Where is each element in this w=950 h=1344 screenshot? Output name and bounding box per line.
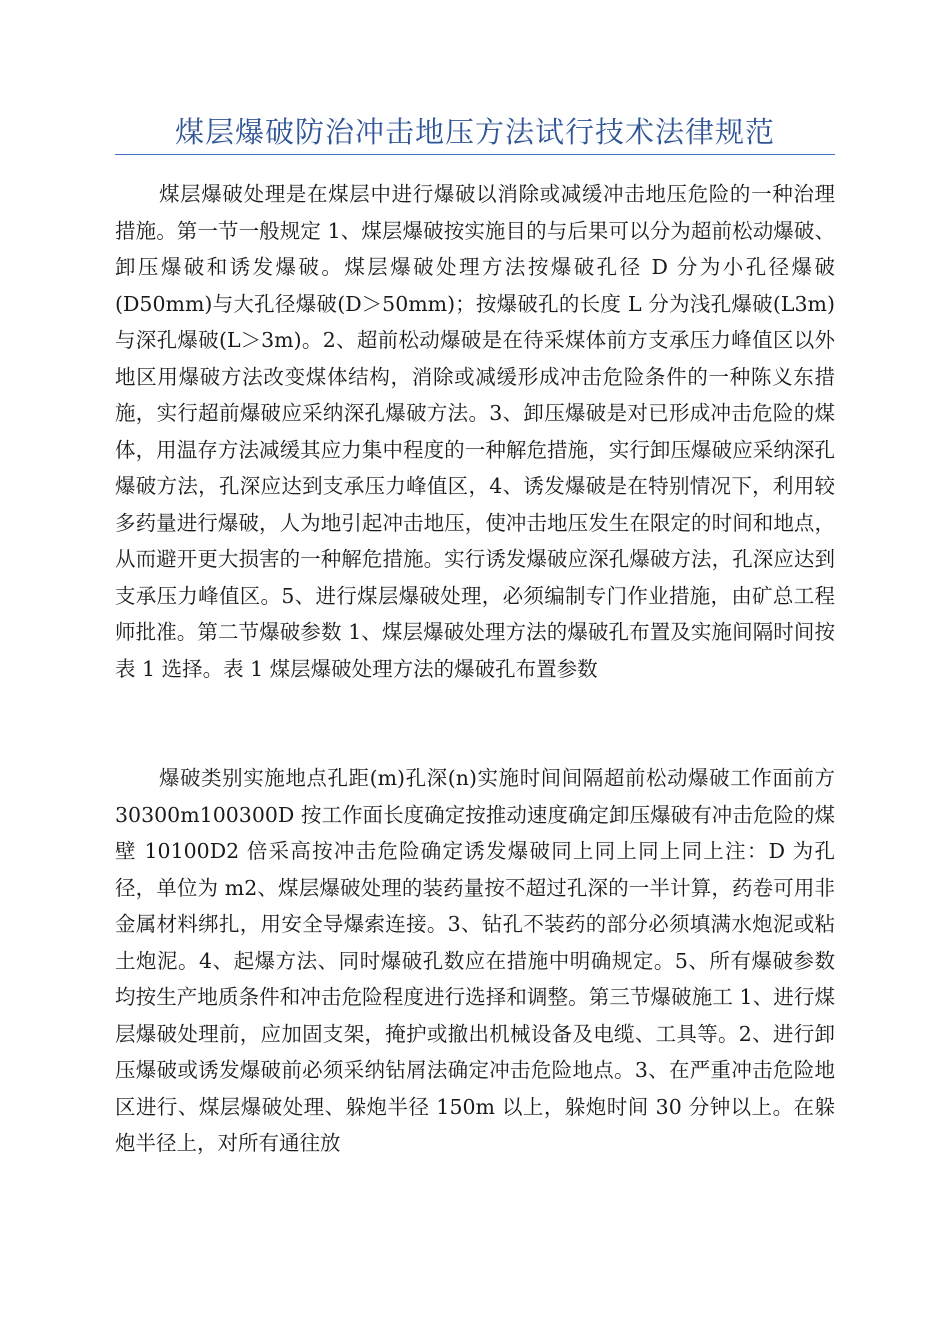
title-underline [115, 154, 835, 155]
document-title: 煤层爆破防治冲击地压方法试行技术法律规范 [174, 115, 775, 149]
body-paragraph: 煤层爆破处理是在煤层中进行爆破以消除或减缓冲击地压危险的一种治理措施。第一节一般规定 1、煤层爆破按实施目的与后果可以分为超前松动爆破、卸压爆破和诱发爆破。煤层爆破处理方法按爆破孔径 D 分为小孔径爆破(D50mm)与大孔径爆破(D＞50mm)；按爆破孔的长度 L 分为浅孔爆破(L3m)与深孔爆破(L＞3m)。2、超前松动爆破是在待采煤体前方支承压力峰值区以外地区用爆破方法改变煤体结构，消除或减缓形成冲击危险条件的一种陈义东措施，实行超前爆破应采纳深孔爆破方法。3、卸压爆破是对已形成冲击危险的煤体，用温存方法减缓其应力集中程度的一种解危措施，实行卸压爆破应采纳深孔爆破方法，孔深应达到支承压力峰值区，4、诱发爆破是在特别情况下，利用较多药量进行爆破，人为地引起冲击地压，使冲击地压发生在限定的时间和地点，从而避开更大损害的一种解危措施。实行诱发爆破应深孔爆破方法，孔深应达到支承压力峰值区。5、进行煤层爆破处理，必须编制专门作业措施，由矿总工程师批准。第二节爆破参数 1、煤层爆破处理方法的爆破孔布置及实施间隔时间按表 1 选择。表 1 煤层爆破处理方法的爆破孔布置参数 [115, 182, 835, 681]
body-paragraph: 爆破类别实施地点孔距(m)孔深(n)实施时间间隔超前松动爆破工作面前方 30300m100300D 按工作面长度确定按推动速度确定卸压爆破有冲击危险的煤壁 10100D2 倍采高按冲击危险确定诱发爆破同上同上同上同上注：D 为孔径，单位为 m2、煤层爆破处理的装药量按不超过孔深的一半计算，药卷可用非金属材料绑扎，用安全导爆索连接。3、钻孔不装药的部分必须填满水炮泥或粘土炮泥。4、起爆方法、同时爆破孔数应在措施中明确规定。5、所有爆破参数均按生产地质条件和冲击危险程度进行选择和调整。第三节爆破施工 1、进行煤层爆破处理前，应加固支架，掩护或撤出机械设备及电缆、工具等。2、进行卸压爆破或诱发爆破前必须采纳钻屑法确定冲击危险地点。3、在严重冲击危险地区进行、煤层爆破处理、躲炮半径 150m 以上，躲炮时间 30 分钟以上。在躲炮半径上，对所有通往放 [115, 766, 835, 1155]
